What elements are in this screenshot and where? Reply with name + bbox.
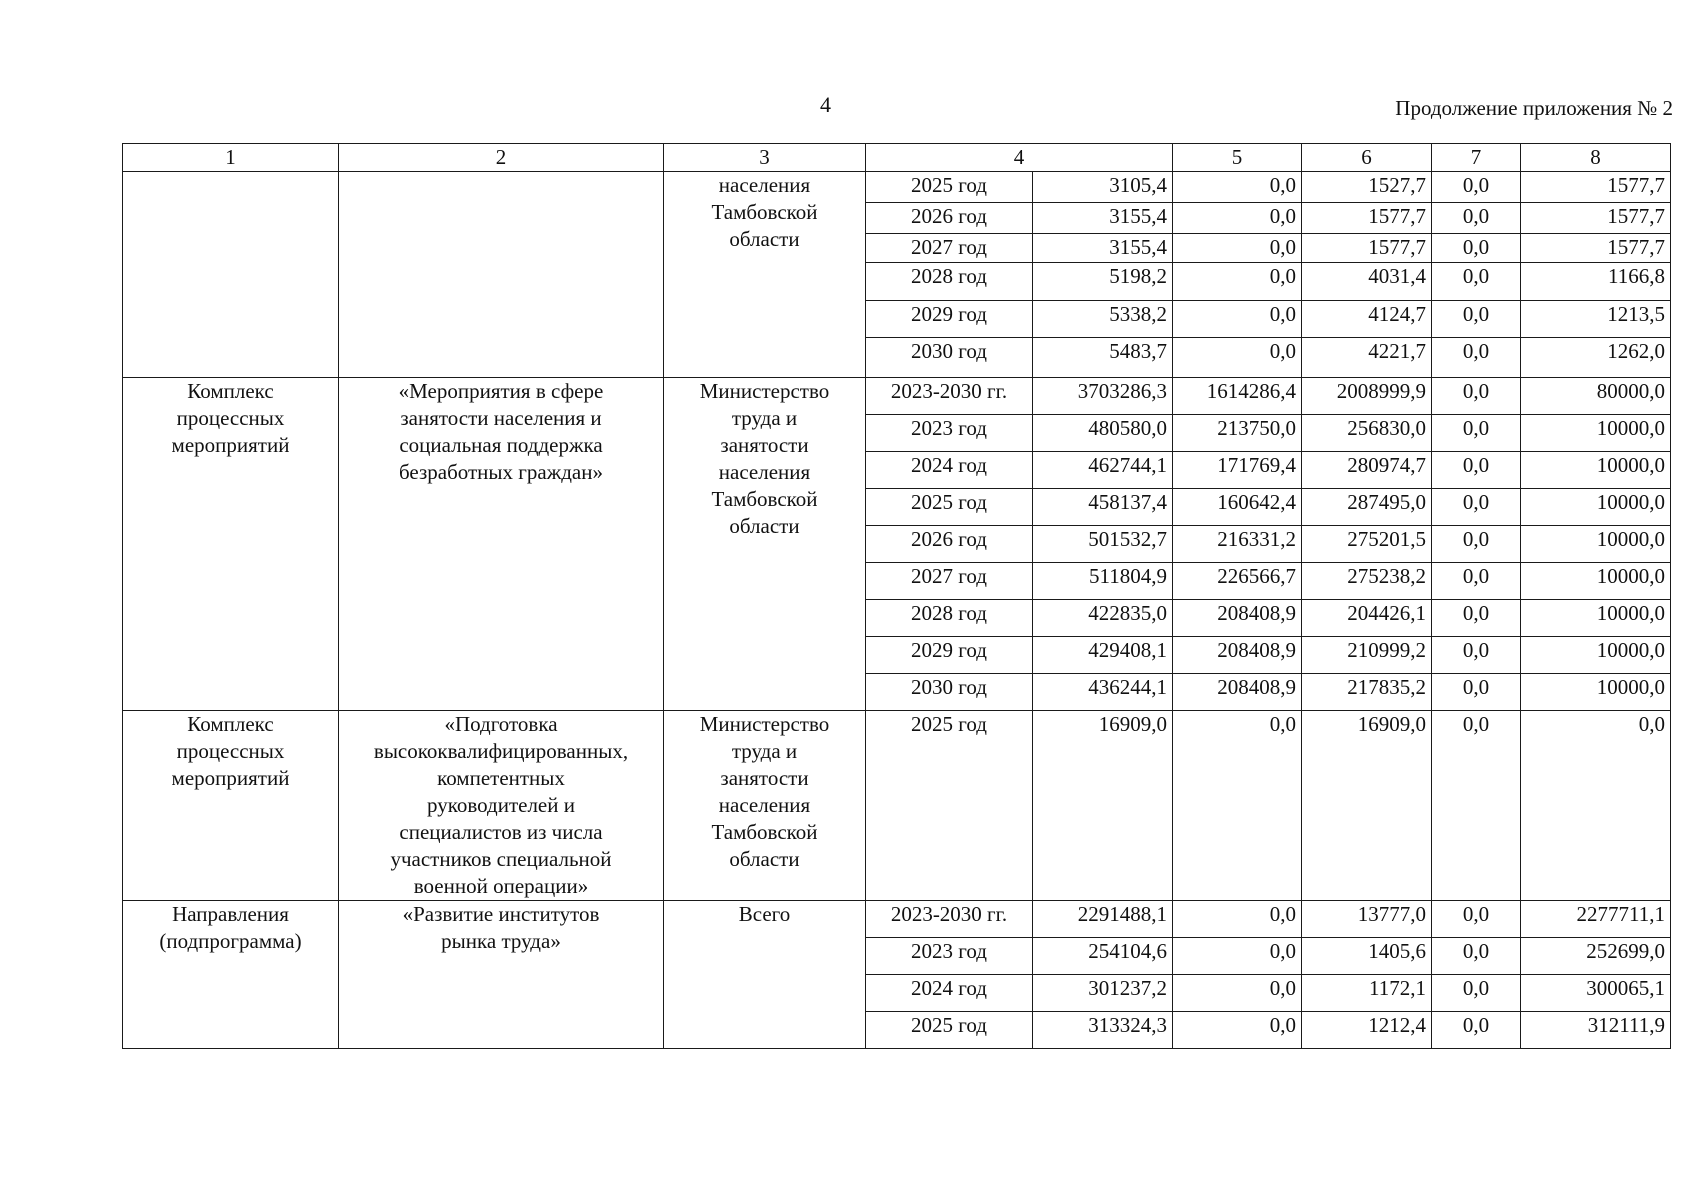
regional-budget-cell: 1212,4 [1302, 1012, 1432, 1049]
local-budget-cell: 0,0 [1432, 1012, 1521, 1049]
total-cell: 458137,4 [1033, 489, 1173, 526]
federal-budget-cell: 0,0 [1173, 711, 1302, 901]
cell-text-line: Направления [172, 902, 289, 926]
federal-budget-cell: 1614286,4 [1173, 378, 1302, 415]
period-cell: 2029 год [866, 637, 1033, 674]
cell-text-line: «Подготовка [444, 712, 558, 736]
cell-text-line: населения [718, 173, 811, 197]
cell-text-line: «Мероприятия в сфере [398, 379, 604, 403]
local-budget-cell: 0,0 [1432, 203, 1521, 234]
local-budget-cell: 0,0 [1432, 637, 1521, 674]
regional-budget-cell: 210999,2 [1302, 637, 1432, 674]
local-budget-cell: 0,0 [1432, 563, 1521, 600]
table-row [123, 172, 1671, 203]
total-cell: 429408,1 [1033, 637, 1173, 674]
other-sources-cell: 10000,0 [1521, 452, 1671, 489]
period-cell: 2030 год [866, 338, 1033, 378]
federal-budget-cell: 0,0 [1173, 263, 1302, 301]
table-row [123, 378, 1671, 415]
program-name-cell [339, 711, 664, 901]
other-sources-cell: 312111,9 [1521, 1012, 1671, 1049]
local-budget-cell: 0,0 [1432, 938, 1521, 975]
other-sources-cell: 10000,0 [1521, 415, 1671, 452]
program-type-cell [123, 901, 339, 1049]
budget-table [122, 143, 1671, 1049]
total-cell: 301237,2 [1033, 975, 1173, 1012]
page-number: 4 [820, 92, 831, 117]
local-budget-cell: 0,0 [1432, 600, 1521, 637]
local-budget-cell: 0,0 [1432, 901, 1521, 938]
period-cell: 2024 год [866, 975, 1033, 1012]
period-cell: 2023-2030 гг. [866, 378, 1033, 415]
period-cell: 2024 год [866, 452, 1033, 489]
regional-budget-cell: 1577,7 [1302, 203, 1432, 234]
local-budget-cell: 0,0 [1432, 301, 1521, 338]
cell-text-line: Министерство [699, 712, 830, 736]
other-sources-cell: 0,0 [1521, 711, 1671, 901]
other-sources-cell: 80000,0 [1521, 378, 1671, 415]
local-budget-cell: 0,0 [1432, 234, 1521, 263]
program-name-cell [339, 378, 664, 711]
regional-budget-cell: 287495,0 [1302, 489, 1432, 526]
regional-budget-cell: 1405,6 [1302, 938, 1432, 975]
federal-budget-cell: 208408,9 [1173, 600, 1302, 637]
regional-budget-cell: 2008999,9 [1302, 378, 1432, 415]
federal-budget-cell: 0,0 [1173, 1012, 1302, 1049]
local-budget-cell: 0,0 [1432, 975, 1521, 1012]
cell-text-line: населения [718, 793, 811, 817]
cell-text-line: безработных граждан» [399, 460, 603, 484]
cell-text-line: процессных [176, 739, 285, 763]
local-budget-cell: 0,0 [1432, 674, 1521, 711]
cell-text-line: области [729, 514, 800, 538]
other-sources-cell: 2277711,1 [1521, 901, 1671, 938]
total-cell: 5198,2 [1033, 263, 1173, 301]
cell-text-line: труда и [731, 739, 798, 763]
other-sources-cell: 1213,5 [1521, 301, 1671, 338]
other-sources-cell: 1262,0 [1521, 338, 1671, 378]
other-sources-cell: 1577,7 [1521, 172, 1671, 203]
column-header-2: 2 [339, 144, 664, 172]
total-cell: 313324,3 [1033, 1012, 1173, 1049]
other-sources-cell: 1577,7 [1521, 203, 1671, 234]
federal-budget-cell: 0,0 [1173, 901, 1302, 938]
cell-text-line: процессных [176, 406, 285, 430]
total-cell: 462744,1 [1033, 452, 1173, 489]
executor-cell [664, 711, 866, 901]
federal-budget-cell: 171769,4 [1173, 452, 1302, 489]
period-cell: 2028 год [866, 600, 1033, 637]
other-sources-cell: 10000,0 [1521, 637, 1671, 674]
other-sources-cell: 10000,0 [1521, 600, 1671, 637]
period-cell: 2023 год [866, 938, 1033, 975]
column-header-8: 8 [1521, 144, 1671, 172]
appendix-note: Продолжение приложения № 2 [1395, 96, 1673, 120]
other-sources-cell: 10000,0 [1521, 526, 1671, 563]
regional-budget-cell: 1172,1 [1302, 975, 1432, 1012]
cell-text-line: области [729, 227, 800, 251]
federal-budget-cell: 0,0 [1173, 301, 1302, 338]
cell-text-line: специалистов из числа [399, 820, 603, 844]
federal-budget-cell: 208408,9 [1173, 637, 1302, 674]
program-type-cell [123, 378, 339, 711]
cell-text-line: военной операции» [413, 874, 589, 898]
column-number-row [123, 144, 1671, 172]
regional-budget-cell: 13777,0 [1302, 901, 1432, 938]
column-header-5: 5 [1173, 144, 1302, 172]
total-cell: 511804,9 [1033, 563, 1173, 600]
total-cell: 501532,7 [1033, 526, 1173, 563]
total-cell: 5338,2 [1033, 301, 1173, 338]
period-cell: 2023-2030 гг. [866, 901, 1033, 938]
period-cell: 2027 год [866, 234, 1033, 263]
federal-budget-cell: 213750,0 [1173, 415, 1302, 452]
cell-text-line: Комплекс [187, 712, 274, 736]
federal-budget-cell: 226566,7 [1173, 563, 1302, 600]
executor-cell [664, 172, 866, 378]
period-cell: 2025 год [866, 172, 1033, 203]
federal-budget-cell: 0,0 [1173, 234, 1302, 263]
regional-budget-cell: 280974,7 [1302, 452, 1432, 489]
federal-budget-cell: 0,0 [1173, 938, 1302, 975]
column-header-7: 7 [1432, 144, 1521, 172]
regional-budget-cell: 275201,5 [1302, 526, 1432, 563]
regional-budget-cell: 204426,1 [1302, 600, 1432, 637]
federal-budget-cell: 0,0 [1173, 203, 1302, 234]
other-sources-cell: 1577,7 [1521, 234, 1671, 263]
cell-text-line: Тамбовской [711, 200, 818, 224]
program-name-cell [339, 901, 664, 1049]
regional-budget-cell: 4221,7 [1302, 338, 1432, 378]
column-header-3: 3 [664, 144, 866, 172]
table-row [123, 711, 1671, 901]
other-sources-cell: 1166,8 [1521, 263, 1671, 301]
column-header-4: 4 [866, 144, 1173, 172]
regional-budget-cell: 1527,7 [1302, 172, 1432, 203]
cell-text-line: руководителей и [427, 793, 575, 817]
federal-budget-cell: 160642,4 [1173, 489, 1302, 526]
other-sources-cell: 10000,0 [1521, 674, 1671, 711]
cell-text-line: компетентных [437, 766, 565, 790]
period-cell: 2028 год [866, 263, 1033, 301]
local-budget-cell: 0,0 [1432, 338, 1521, 378]
local-budget-cell: 0,0 [1432, 378, 1521, 415]
local-budget-cell: 0,0 [1432, 172, 1521, 203]
cell-text-line: занятости населения и [400, 406, 602, 430]
period-cell: 2025 год [866, 711, 1033, 901]
column-header-1: 1 [123, 144, 339, 172]
period-cell: 2030 год [866, 674, 1033, 711]
cell-text-line: Тамбовской [711, 487, 818, 511]
local-budget-cell: 0,0 [1432, 711, 1521, 901]
federal-budget-cell: 0,0 [1173, 172, 1302, 203]
total-cell: 3155,4 [1033, 234, 1173, 263]
period-cell: 2025 год [866, 1012, 1033, 1049]
local-budget-cell: 0,0 [1432, 489, 1521, 526]
total-cell: 5483,7 [1033, 338, 1173, 378]
local-budget-cell: 0,0 [1432, 415, 1521, 452]
cell-text-line: социальная поддержка [399, 433, 603, 457]
cell-text-line: мероприятий [171, 766, 290, 790]
cell-text-line: мероприятий [171, 433, 290, 457]
cell-text-line: Тамбовской [711, 820, 818, 844]
total-cell: 422835,0 [1033, 600, 1173, 637]
program-type-cell [123, 711, 339, 901]
regional-budget-cell: 275238,2 [1302, 563, 1432, 600]
regional-budget-cell: 16909,0 [1302, 711, 1432, 901]
cell-text-line: населения [718, 460, 811, 484]
total-cell: 16909,0 [1033, 711, 1173, 901]
total-cell: 254104,6 [1033, 938, 1173, 975]
local-budget-cell: 0,0 [1432, 263, 1521, 301]
regional-budget-cell: 256830,0 [1302, 415, 1432, 452]
federal-budget-cell: 208408,9 [1173, 674, 1302, 711]
federal-budget-cell: 0,0 [1173, 975, 1302, 1012]
cell-text-line: занятости [720, 766, 809, 790]
period-cell: 2027 год [866, 563, 1033, 600]
cell-text-line: области [729, 847, 800, 871]
program-name-cell [339, 172, 664, 378]
program-type-cell [123, 172, 339, 378]
table-row [123, 901, 1671, 938]
local-budget-cell: 0,0 [1432, 526, 1521, 563]
total-cell: 3105,4 [1033, 172, 1173, 203]
total-cell: 3703286,3 [1033, 378, 1173, 415]
total-cell: 436244,1 [1033, 674, 1173, 711]
cell-text-line: «Развитие институтов [402, 902, 600, 926]
federal-budget-cell: 216331,2 [1173, 526, 1302, 563]
cell-text-line: высококвалифицированных, [373, 739, 629, 763]
local-budget-cell: 0,0 [1432, 452, 1521, 489]
period-cell: 2025 год [866, 489, 1033, 526]
federal-budget-cell: 0,0 [1173, 338, 1302, 378]
cell-text-line: труда и [731, 406, 798, 430]
regional-budget-cell: 1577,7 [1302, 234, 1432, 263]
executor-cell [664, 378, 866, 711]
total-cell: 3155,4 [1033, 203, 1173, 234]
regional-budget-cell: 4031,4 [1302, 263, 1432, 301]
regional-budget-cell: 4124,7 [1302, 301, 1432, 338]
table-body [123, 172, 1671, 1049]
other-sources-cell: 252699,0 [1521, 938, 1671, 975]
total-cell: 480580,0 [1033, 415, 1173, 452]
period-cell: 2029 год [866, 301, 1033, 338]
cell-text-line: Комплекс [187, 379, 274, 403]
cell-text-line: занятости [720, 433, 809, 457]
period-cell: 2026 год [866, 203, 1033, 234]
cell-text-line: участников специальной [390, 847, 612, 871]
other-sources-cell: 10000,0 [1521, 563, 1671, 600]
other-sources-cell: 10000,0 [1521, 489, 1671, 526]
regional-budget-cell: 217835,2 [1302, 674, 1432, 711]
executor-cell [664, 901, 866, 1049]
cell-text-line: Всего [738, 902, 791, 926]
period-cell: 2023 год [866, 415, 1033, 452]
other-sources-cell: 300065,1 [1521, 975, 1671, 1012]
cell-text-line: Министерство [699, 379, 830, 403]
cell-text-line: рынка труда» [441, 929, 561, 953]
column-header-6: 6 [1302, 144, 1432, 172]
period-cell: 2026 год [866, 526, 1033, 563]
cell-text-line: (подпрограмма) [159, 929, 302, 953]
total-cell: 2291488,1 [1033, 901, 1173, 938]
